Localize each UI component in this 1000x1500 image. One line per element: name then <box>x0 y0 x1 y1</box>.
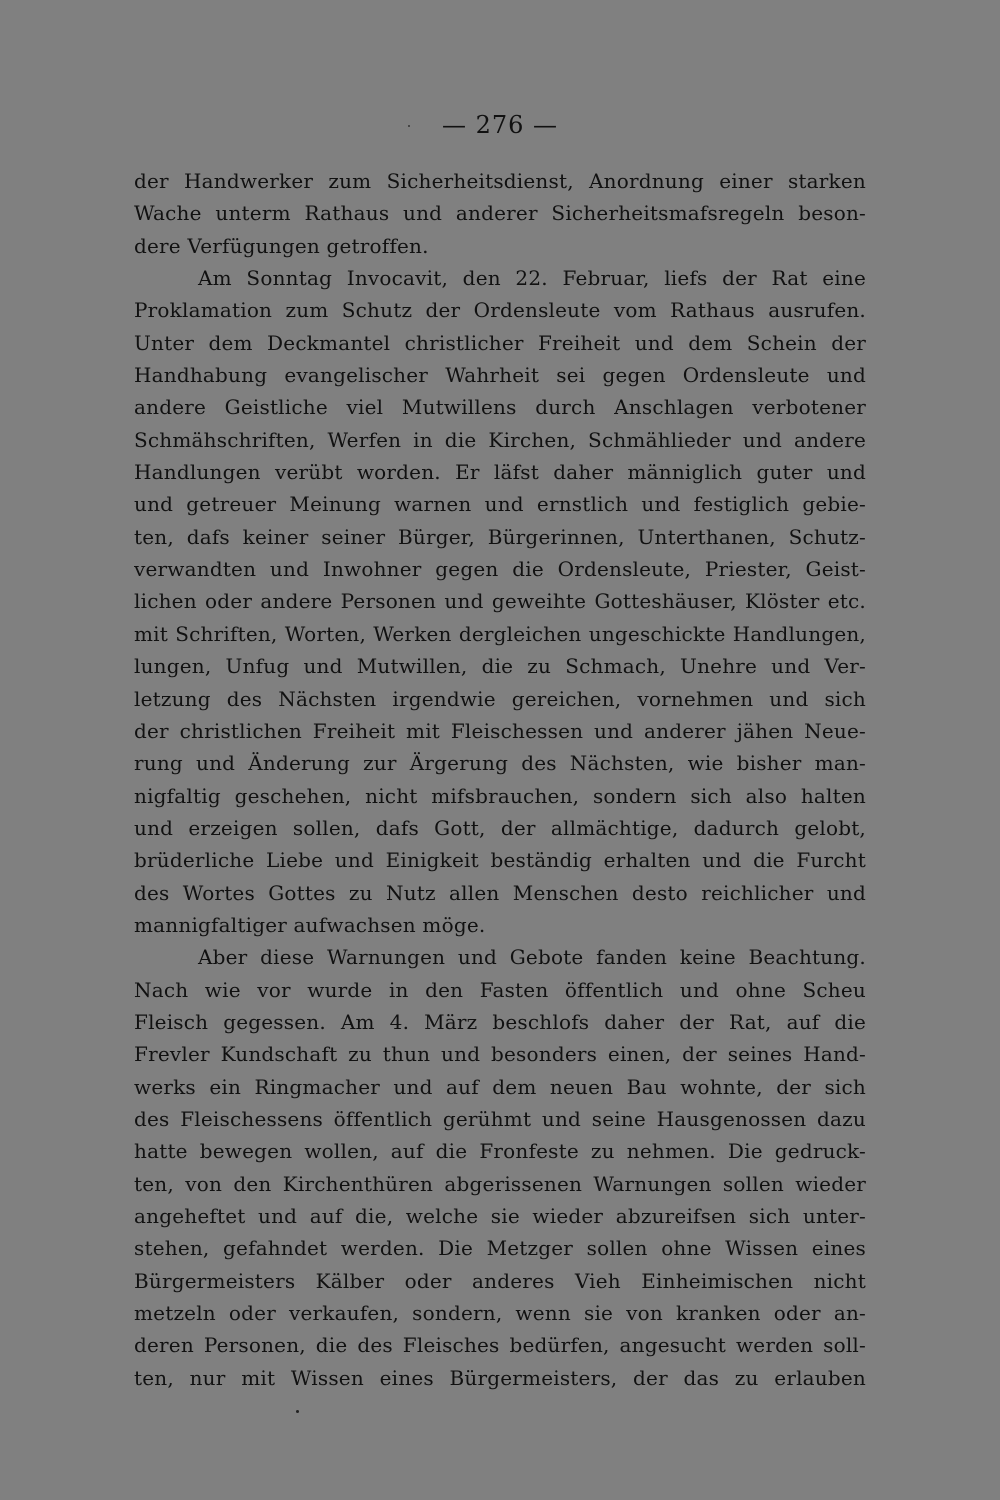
text-line: Handlungen verübt worden. Er läfst daher männiglich guter und <box>134 460 866 485</box>
text-line: hatte bewegen wollen, auf die Fronfeste zu nehmen. Die gedruck- <box>134 1139 866 1164</box>
text-line: ten, von den Kirchenthüren abgerissenen Warnungen sollen wieder <box>134 1171 866 1196</box>
text-line: mannigfaltiger aufwachsen möge. <box>134 912 486 937</box>
text-line: letzung des Nächsten irgendwie gereichen, vornehmen und sich <box>134 686 866 711</box>
text-line: der Handwerker zum Sicherheitsdienst, Anordnung einer starken <box>134 169 866 193</box>
text-line: Schmähschriften, Werfen in die Kirchen, Schmählieder und andere <box>134 427 866 452</box>
text-line: lungen, Unfug und Mutwillen, die zu Schmach, Unehre und Ver- <box>134 654 866 679</box>
page-number: — 276 — <box>441 111 559 139</box>
text-line: des Fleischessens öffentlich gerühmt und seine Hausgenossen dazu <box>134 1106 866 1131</box>
text-line: ten, nur mit Wissen eines Bürgermeisters, der das zu erlauben <box>134 1365 866 1390</box>
text-line: verwandten und Inwohner gegen die Ordensleute, Priester, Geist- <box>134 557 866 582</box>
text-line: Proklamation zum Schutz der Ordensleute vom Rathaus ausrufen. <box>134 298 866 323</box>
text-line: ten, dafs keiner seiner Bürger, Bürgerinnen, Unterthanen, Schutz- <box>134 524 866 549</box>
text-line: der christlichen Freiheit mit Fleischessen und anderer jähen Neue- <box>134 718 866 743</box>
body-text <box>134 165 866 1394</box>
text-line: mit Schriften, Worten, Werken dergleichen ungeschickte Handlungen, <box>134 621 866 646</box>
text-line: Nach wie vor wurde in den Fasten öffentlich und ohne Scheu <box>134 977 866 1002</box>
text-line: angeheftet und auf die, welche sie wieder abzureifsen sich unter- <box>134 1204 866 1228</box>
text-line: Am Sonntag Invocavit, den 22. Februar, liefs der Rat eine <box>198 266 866 291</box>
text-line: dere Verfügungen getroffen. <box>134 233 429 258</box>
text-line: des Wortes Gottes zu Nutz allen Menschen desto reichlicher und <box>134 880 866 905</box>
text-line: brüderliche Liebe und Einigkeit beständig erhalten und die Furcht <box>134 848 866 873</box>
text-line: metzeln oder verkaufen, sondern, wenn sie von kranken oder an- <box>134 1301 866 1326</box>
text-line: Aber diese Warnungen und Gebote fanden keine Beachtung. <box>198 945 866 970</box>
text-line: rung und Änderung zur Ärgerung des Nächsten, wie bisher man- <box>134 751 866 776</box>
text-line: lichen oder andere Personen und geweihte Gotteshäuser, Klöster etc. <box>134 589 866 614</box>
text-line: Wache unterm Rathaus und anderer Sicherheitsmafsregeln beson- <box>134 201 866 226</box>
text-line: stehen, gefahndet werden. Die Metzger sollen ohne Wissen eines <box>134 1236 866 1261</box>
text-line: Handhabung evangelischer Wahrheit sei gegen Ordensleute und <box>134 363 866 388</box>
text-line: nigfaltig geschehen, nicht mifsbrauchen, sondern sich also halten <box>134 783 866 808</box>
text-line: und erzeigen sollen, dafs Gott, der allmächtige, dadurch gelobt, <box>134 815 866 840</box>
text-line: Frevler Kundschaft zu thun und besonders einen, der seines Hand- <box>134 1042 866 1067</box>
text-line: werks ein Ringmacher und auf dem neuen Bau wohnte, der sich <box>134 1074 866 1099</box>
ink-speck <box>296 1410 299 1413</box>
text-line: deren Personen, die des Fleisches bedürfen, angesucht werden soll- <box>134 1333 866 1358</box>
text-line: Unter dem Deckmantel christlicher Freiheit und dem Schein der <box>134 330 866 355</box>
text-line: Bürgermeisters Kälber oder anderes Vieh Einheimischen nicht <box>134 1268 866 1293</box>
text-line: und getreuer Meinung warnen und ernstlich und festiglich gebie- <box>134 492 866 517</box>
text-line: andere Geistliche viel Mutwillens durch Anschlagen verbotener <box>134 395 866 420</box>
text-line: Fleisch gegessen. Am 4. März beschlofs daher der Rat, auf die <box>134 1009 866 1034</box>
